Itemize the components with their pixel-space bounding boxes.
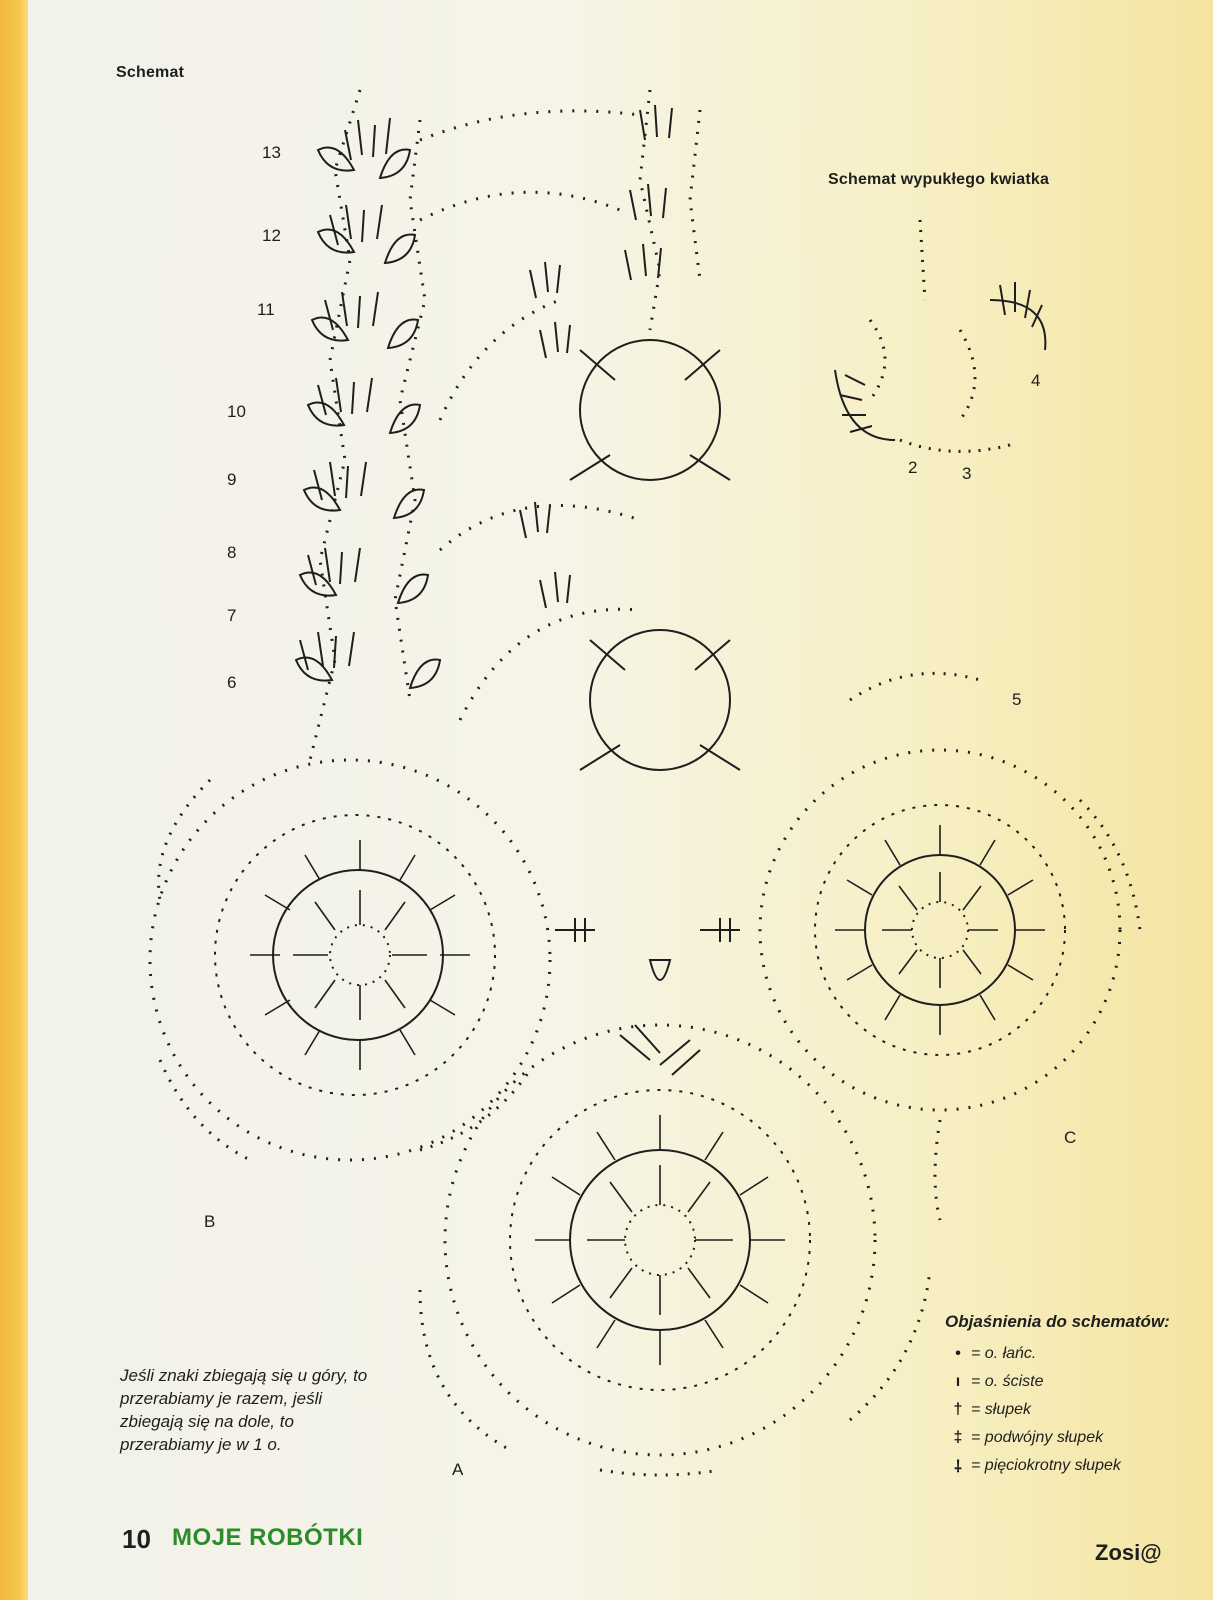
legend-label: = pięciokrotny słupek [971, 1457, 1121, 1474]
row-number: 11 [257, 300, 275, 319]
row-number: 10 [227, 402, 246, 421]
legend-item [945, 1368, 1205, 1396]
legend [945, 1312, 1205, 1480]
legend-item [945, 1452, 1205, 1480]
motif-b [150, 760, 550, 1160]
row-number: 12 [262, 226, 281, 245]
row-number: 7 [227, 606, 237, 625]
arch-chain-top [420, 111, 640, 140]
row-number: 8 [227, 543, 237, 562]
double-crochet-icon: † [953, 1401, 963, 1418]
legend-label: = o. łańc. [971, 1345, 1037, 1362]
arch-chain-5 [460, 609, 640, 720]
motif-label-b: B [204, 1212, 216, 1231]
slip-stitch-icon: ı [955, 1373, 961, 1390]
right-stalk-2 [690, 110, 700, 280]
row-number: 13 [262, 143, 281, 162]
leaf-shapes-left [296, 148, 440, 689]
arch-chain-2 [420, 192, 620, 220]
row-number: 5 [1012, 690, 1022, 709]
chain-stitch-icon: • [955, 1345, 961, 1362]
page-number: 10 [122, 1524, 151, 1554]
flower-row-number: 4 [1031, 371, 1041, 390]
connector-stitches [555, 918, 740, 1075]
arch-chain-3 [440, 300, 560, 420]
legend-label: = słupek [971, 1401, 1032, 1418]
flower-heading: Schemat wypukłego kwiatka [828, 171, 1050, 188]
scan-signature: Zosi@ [1095, 1540, 1162, 1565]
quintuple-treble-icon: ⸸ [954, 1459, 962, 1476]
legend-item [945, 1396, 1205, 1424]
row-number: 9 [227, 470, 237, 489]
treble-crochet-icon: ‡ [953, 1429, 963, 1446]
legend-item [945, 1340, 1205, 1368]
motif-c [760, 673, 1140, 1220]
main-heading: Schemat [116, 64, 185, 81]
leaf-band-stitches [300, 118, 390, 670]
ring-flower-upper [570, 340, 730, 480]
ring-flower-lower [580, 630, 740, 770]
magazine-title: MOJE ROBÓTKI [172, 1524, 364, 1551]
legend-label: = podwójny słupek [971, 1429, 1104, 1446]
legend-item [945, 1424, 1205, 1452]
flower-row-number: 2 [908, 458, 918, 477]
legend-title: Objaśnienia do schematów: [945, 1312, 1170, 1331]
motif-label-a: A [452, 1460, 464, 1479]
legend-label: = o. ściste [971, 1373, 1044, 1390]
arch-chain-4 [440, 505, 640, 550]
row-number: 6 [227, 673, 237, 692]
flower-diagram [835, 220, 1045, 451]
leaf-band-right [395, 120, 425, 700]
right-stalk-stitches [520, 105, 672, 608]
instruction-note: Jeśli znaki zbiegają się u góry, to przerabiamy je razem, jeśli zbiegają się na dole, to przerabiamy je w 1 o. [120, 1366, 368, 1454]
motif-label-c: C [1064, 1128, 1077, 1147]
motif-a [420, 1025, 930, 1475]
flower-row-number: 3 [962, 464, 972, 483]
